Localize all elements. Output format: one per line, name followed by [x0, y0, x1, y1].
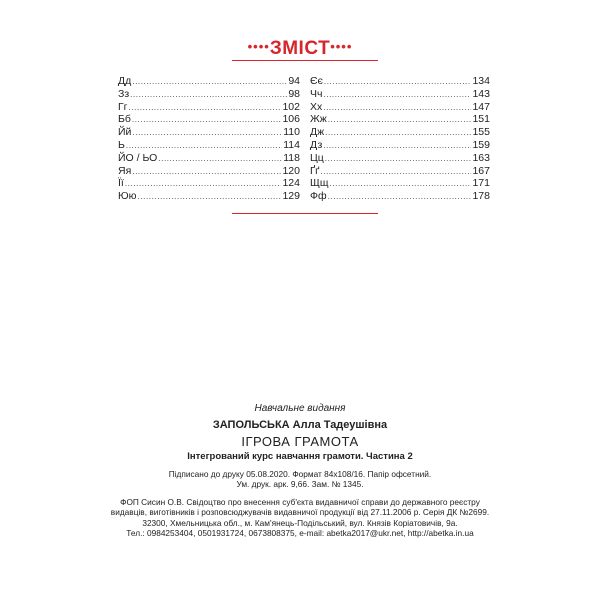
toc-entry-page: 110 — [283, 126, 300, 139]
toc-entry-page: 178 — [472, 190, 490, 203]
publisher-info — [0, 497, 600, 538]
toc-entry-page: 134 — [472, 75, 490, 87]
toc-entry-leader — [328, 113, 472, 127]
toc-entry-leader — [324, 75, 472, 89]
book-subtitle: Інтегрований курс навчання грамоти. Частина 2 — [187, 451, 413, 462]
toc-entry-letter: Гг — [118, 100, 128, 113]
toc-entry-letter: Цц — [310, 151, 324, 164]
toc-entry-page: 129 — [282, 190, 300, 203]
toc-entry-leader — [328, 190, 472, 204]
toc-left-column — [118, 75, 300, 203]
toc-entry-letter: Йй — [118, 126, 132, 139]
toc-entry-page: 120 — [282, 164, 300, 177]
toc-entry — [310, 113, 490, 126]
toc-entry-leader — [130, 88, 287, 102]
heading-dots-right: •••• — [330, 39, 353, 54]
toc-entry-page: 163 — [472, 151, 490, 164]
publisher-line: Тел.: 0984253404, 0501931724, 0673808375, e-mail: abetka2017@ukr.net, http://abetka.in.ua — [126, 527, 474, 538]
print-details-line-2: Ум. друк. арк. 9,66. Зам. № 1345. — [236, 479, 364, 489]
toc-entry-leader — [323, 88, 471, 102]
toc-entry-letter: Жж — [310, 113, 327, 126]
toc-entry-letter: Ь — [118, 138, 125, 151]
toc-entry-letter: Яя — [118, 164, 132, 177]
toc-entry-leader — [137, 190, 281, 204]
toc-entry — [310, 190, 490, 203]
toc-entry-leader — [129, 101, 282, 115]
toc-entry — [310, 152, 490, 165]
toc-entry-page: 151 — [472, 113, 490, 126]
toc-title: ЗМІСТ — [269, 38, 331, 59]
toc-entry-page: 143 — [472, 87, 490, 100]
toc-entry-leader — [325, 152, 472, 166]
book-title: ІГРОВА ГРАМОТА — [241, 434, 359, 449]
toc-entry-letter: Бб — [118, 113, 131, 126]
toc-entry — [118, 88, 300, 101]
toc-entry-leader — [132, 75, 287, 89]
top-divider — [232, 60, 378, 61]
toc-entry-page: 118 — [283, 151, 300, 164]
toc-entry — [118, 126, 300, 139]
toc-entry-leader — [132, 165, 281, 179]
toc-entry-leader — [329, 177, 471, 191]
toc-entry-page: 147 — [472, 100, 490, 113]
toc-entry — [310, 165, 490, 178]
toc-entry-letter: Фф — [310, 190, 327, 203]
toc-heading — [0, 38, 600, 60]
toc-entry — [118, 152, 300, 165]
toc-entry-letter: Хх — [310, 100, 323, 113]
toc-entry-letter: Дз — [310, 138, 323, 151]
toc-entry-page: 167 — [472, 164, 490, 177]
toc-entry — [118, 165, 300, 178]
toc-entry-leader — [323, 101, 471, 115]
toc-entry-page: 102 — [282, 100, 300, 113]
toc-entry-letter: ЙО / ЬО — [118, 151, 158, 164]
bottom-divider — [232, 213, 378, 214]
toc-right-column — [310, 75, 490, 203]
toc-entry-page: 155 — [472, 126, 490, 139]
toc-entry — [118, 101, 300, 114]
toc-entry-letter: Її — [118, 177, 124, 190]
toc-entry — [310, 75, 490, 88]
heading-dots-left: •••• — [247, 39, 270, 54]
publisher-line: ФОП Сисин О.В. Свідоцтво про внесення суб'єкта видавничої справи до державного реєстру — [120, 497, 480, 507]
toc-entry-leader — [126, 139, 282, 153]
toc-entry-page: 159 — [472, 138, 490, 151]
toc-entry-letter: Юю — [118, 190, 137, 203]
toc-entry-page: 94 — [288, 75, 300, 87]
toc-entry-page: 124 — [282, 177, 300, 190]
toc-entry — [310, 88, 490, 101]
toc-entry-leader — [158, 152, 282, 166]
toc-entry-page: 114 — [283, 138, 300, 151]
toc-entry — [118, 177, 300, 190]
toc-entry-leader — [323, 139, 471, 153]
toc-entry-letter: Дд — [118, 75, 132, 87]
toc-entry-leader — [320, 165, 471, 179]
toc-entry-letter: Дж — [310, 126, 325, 139]
toc-entry-leader — [132, 113, 282, 127]
edition-type: Навчальне видання — [254, 403, 346, 414]
author-name: ЗАПОЛЬСЬКА Алла Тадеушівна — [212, 419, 388, 431]
toc-entry-leader — [125, 177, 282, 191]
toc-entry — [118, 75, 300, 88]
toc-entry-page: 106 — [282, 113, 300, 126]
toc-entry-letter: Зз — [118, 87, 130, 100]
print-details-line-1: Підписано до друку 05.08.2020. Формат 84х108/16. Папір офсетний. — [168, 469, 432, 479]
toc-entry-page: 171 — [472, 177, 490, 190]
toc-entry-leader — [325, 126, 471, 140]
toc-entry — [118, 190, 300, 203]
toc-entry — [310, 177, 490, 190]
toc-entry — [310, 126, 490, 139]
toc-entry — [310, 139, 490, 152]
toc-entry-letter: Щщ — [310, 177, 329, 190]
toc-entry-page: 98 — [288, 87, 300, 100]
toc-entry-letter: Єє — [310, 75, 323, 87]
toc-entry — [118, 139, 300, 152]
toc-entry-leader — [132, 126, 282, 140]
toc-entry-letter: Чч — [310, 87, 323, 100]
toc-entry — [310, 101, 490, 114]
publisher-line: 32300, Хмельницька обл., м. Кам'янець-Подільський, вул. Князів Коріатовичів, 9а. — [142, 517, 458, 528]
publisher-line: видавців, виготівників і розповсюджувачів видавничої продукції від 27.11.2006 р. Серія ДК №2699. — [110, 507, 490, 518]
toc-entry — [118, 113, 300, 126]
toc-entry-letter: Ґґ — [310, 164, 320, 177]
